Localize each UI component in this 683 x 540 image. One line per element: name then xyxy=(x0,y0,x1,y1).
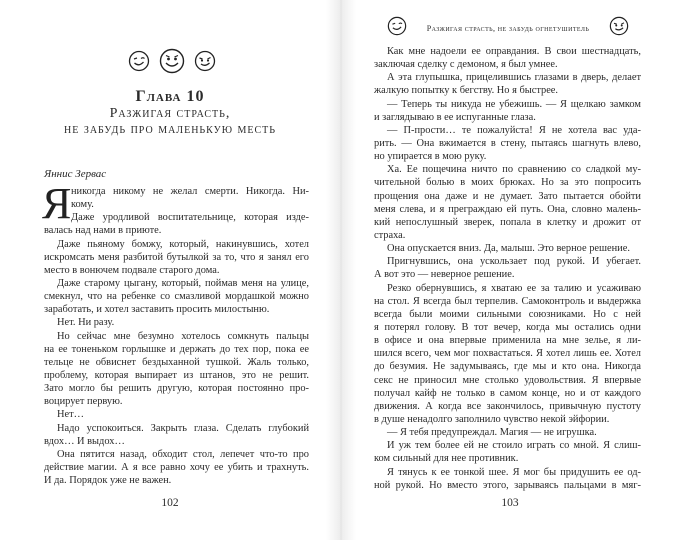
text-line: и заглядываю в ее испуганные глаза. xyxy=(374,111,536,123)
text-line: искромсать меня разбитой бутылкой за то, что я занял его xyxy=(44,251,309,263)
text-line: заработать, и хотел заставить просить милостыню. xyxy=(44,304,270,316)
page-number-left: 102 xyxy=(161,497,179,509)
text-line: шился всего, чем мог похвастаться. Я хотел лишь ее. Хотел xyxy=(374,348,641,360)
text-line: получал кайф не только в самом конце, но и от каждого xyxy=(374,387,641,399)
text-line: движения. А когда все закончилось, привычную пустоту xyxy=(374,400,641,412)
winking-smiley-icon xyxy=(128,50,150,72)
paragraph xyxy=(44,408,309,421)
paragraph xyxy=(374,255,641,281)
text-line: Я тянусь к ее тонкой шее. Я мог бы придушить ее од- xyxy=(387,466,641,478)
text-line: действие магии. А я все равно хочу ее убить и трахнуть. xyxy=(44,461,309,473)
right-body-text xyxy=(374,45,641,492)
text-line: воцирует первую. xyxy=(44,396,123,408)
text-line: тельце не обвиснет бездыханной тушкой. Жаль только, xyxy=(44,356,309,368)
text-line: рить. — Она вжимается в стену, пытаясь шагнуть влево, xyxy=(374,137,641,149)
chapter-number: Глава 10 xyxy=(135,88,205,105)
text-line: ком сильный для нее противник. xyxy=(374,453,519,465)
paragraph xyxy=(44,185,309,211)
text-line: место в вонючем подвале старого дома. xyxy=(44,264,220,276)
smirking-smiley-icon xyxy=(609,16,629,41)
paragraph xyxy=(44,277,309,316)
text-line: секс не приносил мне столько удовольствия. Я впервые xyxy=(374,374,641,386)
text-line: Она опускается вниз. Да, малыш. Это верное решение. xyxy=(387,243,630,255)
paragraph xyxy=(374,45,641,71)
text-line: смекнул, что на ребенке со смазливой мордашкой можно xyxy=(44,291,309,303)
text-line: Даже старому цыгану, который, поймав меня на улице, xyxy=(57,277,309,289)
text-line: И да. Порядок уже не важен. xyxy=(44,475,172,487)
paragraph xyxy=(44,422,309,448)
winking-smiley-icon xyxy=(387,16,407,41)
text-line: чительной болью в моих брюках. Но за это попросить xyxy=(374,177,641,189)
chapter-ornament xyxy=(128,48,216,74)
paragraph xyxy=(374,98,641,124)
running-head xyxy=(387,16,629,41)
chapter-title-line-1: Разжигая страсть, xyxy=(109,106,231,121)
left-page xyxy=(0,0,340,540)
running-head-title: Разжигая страсть, не забудь огнетушитель xyxy=(426,24,590,33)
paragraph xyxy=(374,439,641,465)
text-line: кий непослушный зверек, попала в клетку и дрожит от xyxy=(374,216,641,228)
pov-character-name: Яннис Зервас xyxy=(44,168,107,180)
text-line: всегда были моими сильными союзниками. Но с ней xyxy=(374,308,641,320)
text-line: страха. xyxy=(374,229,406,241)
text-line: А вот это — неверное решение. xyxy=(374,269,515,281)
paragraph xyxy=(374,242,641,255)
text-line: никогда никому не желал смерти. Никогда. Ни- xyxy=(71,186,309,197)
text-line: Она пятится назад, обходит стол, лепечет что-то про xyxy=(57,448,309,460)
text-line: я потерял голову. В тот вечер, когда мы остались одни xyxy=(374,321,641,333)
right-page xyxy=(343,0,683,540)
text-line: в офисе и она впервые применила на мне зелье, я ли- xyxy=(374,335,641,347)
text-line: — П-прости… те пожалуйста! Я не хотела вас уда- xyxy=(387,124,641,136)
text-line: — Я тебя предупреждал. Магия — не игрушка. xyxy=(387,427,597,439)
text-line: И уж тем более ей не стоило играть со мной. Я слиш- xyxy=(387,440,641,452)
text-line: проблему, которая выпирает из штанов, это не решит. xyxy=(44,369,309,381)
paragraph xyxy=(374,124,641,163)
text-line: заключая сделку с демоном, я был умнее. xyxy=(374,59,558,71)
smirking-smiley-icon xyxy=(194,50,216,72)
text-line: на ее тоненьком горлышке и держать до тех пор, пока ее xyxy=(44,343,309,355)
paragraph xyxy=(374,426,641,439)
paragraph xyxy=(44,316,309,329)
text-line: Ха. Ее пощечина ничто по сравнению со сладкой му- xyxy=(387,164,641,176)
paragraph xyxy=(44,330,309,409)
text-line: меня слева, и я преграждаю ей путь. Она, словно малень- xyxy=(374,203,641,215)
text-line: Пригнувшись, она ускользает под рукой. И убегает. xyxy=(387,256,641,268)
text-line: вдох… И выдох… xyxy=(44,435,125,447)
text-line: прощения она даже и не думает. Зато пытается обойти xyxy=(374,190,641,202)
page-number-right: 103 xyxy=(501,497,519,509)
paragraph xyxy=(374,163,641,242)
text-line: Даже уродливой воспитательнице, которая изде- xyxy=(71,212,309,224)
text-line: Даже пьяному бомжу, который, накинувшись, хотел xyxy=(57,238,309,250)
text-line: но упирается в мою руку. xyxy=(374,151,487,163)
text-line: Резко обернувшись, я хватаю ее за талию и усаживаю xyxy=(387,282,641,294)
chapter-title-line-2: не забудь про маленькую месть xyxy=(63,122,277,137)
text-line: до безумия. Не задумываясь, где мы и кто она. Никогда xyxy=(374,361,641,373)
paragraph xyxy=(44,448,309,487)
text-line: Нет. Ни разу. xyxy=(57,317,115,329)
text-line: в душе ненадолго заполнило чувство некой эйфории. xyxy=(374,413,610,425)
text-line: жалкую попытку к бегству. Но я быстрее. xyxy=(374,85,559,97)
text-line: ной рукой. Но вместо этого, зарываясь пальцами в мяг- xyxy=(374,479,641,491)
paragraph xyxy=(374,71,641,97)
left-body-text xyxy=(42,179,309,487)
text-line: кому. xyxy=(71,199,94,211)
grinning-smiley-icon xyxy=(159,48,185,74)
text-line: Зато могло бы решить другую, которая постоянно про- xyxy=(44,383,309,395)
paragraph xyxy=(44,211,309,237)
paragraph xyxy=(44,238,309,277)
drop-cap: Я xyxy=(42,179,72,228)
text-line: Но сейчас мне безумно хотелось сомкнуть пальцы xyxy=(57,330,309,342)
text-line: Надо успокоиться. Закрыть глаза. Сделать глубокий xyxy=(57,422,309,434)
text-line: — Теперь ты никуда не убежишь. — Я щелкаю замком xyxy=(387,98,641,110)
text-line: на стол. Я всегда был терпелив. Самоконтроль и выдержка xyxy=(374,295,641,307)
paragraph xyxy=(374,466,641,492)
text-line: А эта глупышка, прицелившись глазами в дверь, делает xyxy=(387,72,641,84)
text-line: Нет… xyxy=(57,409,85,421)
text-line: валась над нами в приюте. xyxy=(44,225,162,237)
paragraph xyxy=(374,282,641,427)
text-line: Как мне надоели ее оправдания. В свои шестнадцать, xyxy=(387,46,641,57)
